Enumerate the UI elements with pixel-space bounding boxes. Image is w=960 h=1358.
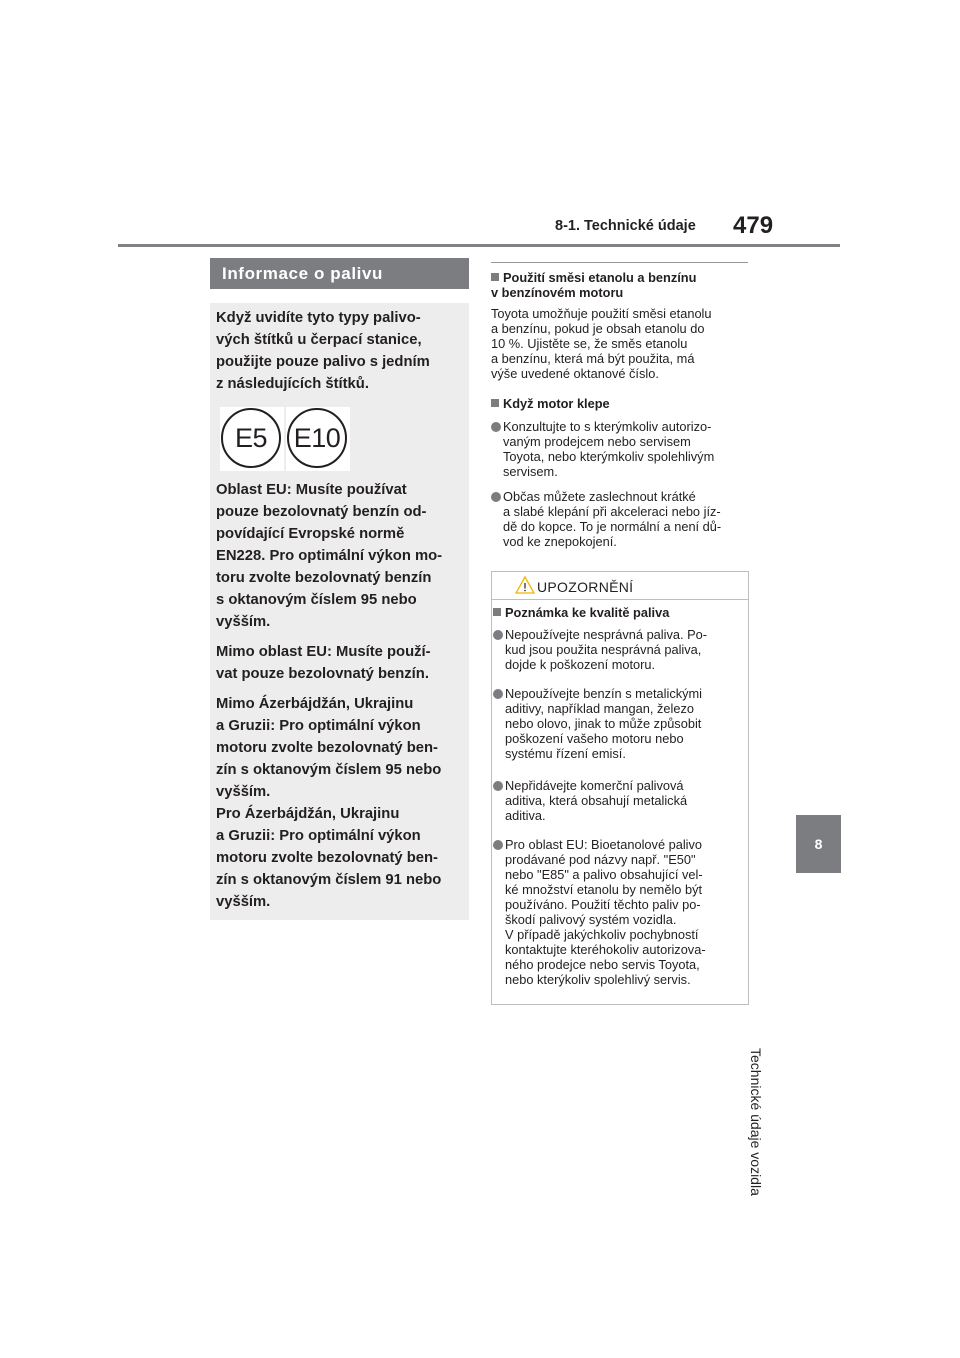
square-bullet-icon — [491, 273, 499, 281]
page-number: 479 — [733, 212, 774, 239]
round-bullet-icon — [493, 630, 503, 640]
fuel-quality-heading-text: Poznámka ke kvalitě paliva — [505, 605, 670, 620]
section-title: 8-1. Technické údaje — [555, 218, 696, 234]
fuel-label-e5 — [220, 407, 284, 471]
knock-bullet-1-text: Konzultujte to s kterýmkoliv autorizo- vaným prodejcem nebo servisem Toyota, nebo kterýmkoliv spolehlivým servisem. — [503, 419, 715, 479]
caution-bullet-3 — [493, 778, 755, 823]
non-eu-text: Mimo oblast EU: Musíte použí- vat pouze bezolovnatý benzín. — [216, 644, 431, 682]
caution-bullet-2 — [493, 686, 755, 761]
ethanol-heading-text: Použití směsi etanolu a benzínu v benzínovém motoru — [491, 270, 697, 300]
azerbaijan-text: Pro Ázerbájdžán, Ukrajinu a Gruzii: Pro optimální výkon motoru zvolte bezolovnatý ben- zín s oktanovým číslem 91 nebo vyšším. — [216, 806, 442, 910]
chapter-tab — [796, 815, 841, 873]
fuel-label-e5-text: E5 — [221, 408, 281, 468]
ethanol-heading — [491, 270, 751, 300]
fuel-info-title-bar — [210, 258, 469, 289]
round-bullet-icon — [491, 422, 501, 432]
knock-heading — [491, 396, 751, 411]
caution-bullet-1 — [493, 627, 755, 672]
round-bullet-icon — [493, 689, 503, 699]
fuel-info-title: Informace o palivu — [222, 264, 384, 283]
fuel-label-e10-text: E10 — [287, 408, 347, 468]
caution-title: UPOZORNĚNÍ — [537, 579, 634, 595]
chapter-title-vertical: Technické údaje vozidla — [748, 1048, 764, 1196]
right-column-rule — [491, 262, 748, 263]
caution-bullet-3-text: Nepřidávejte komerční palivová aditiva, která obsahují metalická aditiva. — [505, 778, 688, 823]
round-bullet-icon — [493, 781, 503, 791]
knock-bullet-2 — [491, 489, 753, 549]
round-bullet-icon — [491, 492, 501, 502]
chapter-number: 8 — [814, 836, 823, 852]
header-divider — [118, 244, 840, 247]
knock-heading-text: Když motor klepe — [503, 396, 610, 411]
square-bullet-icon — [491, 399, 499, 407]
knock-bullet-2-text: Občas můžete zaslechnout krátké a slabé klepání při akceleraci nebo jíz- dě do kopce. To je normální a není dů- vod ke znepokojení. — [503, 489, 722, 549]
fuel-label-e10 — [286, 407, 350, 471]
caution-bullet-4-text: Pro oblast EU: Bioetanolové palivo prodávané pod názvy např. "E50" nebo "E85" a palivo obsahující vel- ké množství etanolu by nemělo být používáno. Použití těchto paliv po- škodí palivový systém vozidla. V případě jakýchkoliv pochybností kontaktujte kteréhokoliv autorizova- ného prodejce nebo servis Toyota, nebo kterýkoliv spolehlivý servis. — [505, 837, 706, 987]
non-azerbaijan-text: Mimo Ázerbájdžán, Ukrajinu a Gruzii: Pro optimální výkon motoru zvolte bezolovnatý ben- zín s oktanovým číslem 95 nebo vyšším. — [216, 696, 442, 800]
fuel-info-panel — [210, 303, 469, 920]
round-bullet-icon — [493, 840, 503, 850]
caution-bullet-4 — [493, 837, 755, 987]
caution-bullet-2-text: Nepoužívejte benzín s metalickými aditivy, například mangan, železo nebo olovo, jinak to může způsobit poškození vašeho motoru nebo systému řízení emisí. — [505, 686, 703, 761]
warning-triangle-icon — [515, 576, 535, 594]
ethanol-text: Toyota umožňuje použití směsi etanolu a benzínu, pokud je obsah etanolu do 10 %. Ujistěte se, že směs etanolu a benzínu, která má být použita, má výše uvedené oktanové číslo. — [491, 306, 712, 381]
caution-header-divider — [491, 599, 749, 600]
eu-area-text: Oblast EU: Musíte používat pouze bezolovnatý benzín od- povídající Evropské normě EN228. Pro optimální výkon mo- toru zvolte bezolovnatý benzín s oktanovým číslem 95 nebo vyšším. — [216, 482, 443, 630]
fuel-intro-text: Když uvidíte tyto typy palivo- vých štítků u čerpací stanice, použijte pouze palivo s jedním z následujících štítků. — [216, 310, 430, 392]
knock-bullet-1 — [491, 419, 753, 479]
fuel-quality-heading — [493, 605, 753, 620]
caution-bullet-1-text: Nepoužívejte nesprávná paliva. Po- kud jsou použita nesprávná paliva, dojde k poškození motoru. — [505, 627, 708, 672]
square-bullet-icon — [493, 608, 501, 616]
